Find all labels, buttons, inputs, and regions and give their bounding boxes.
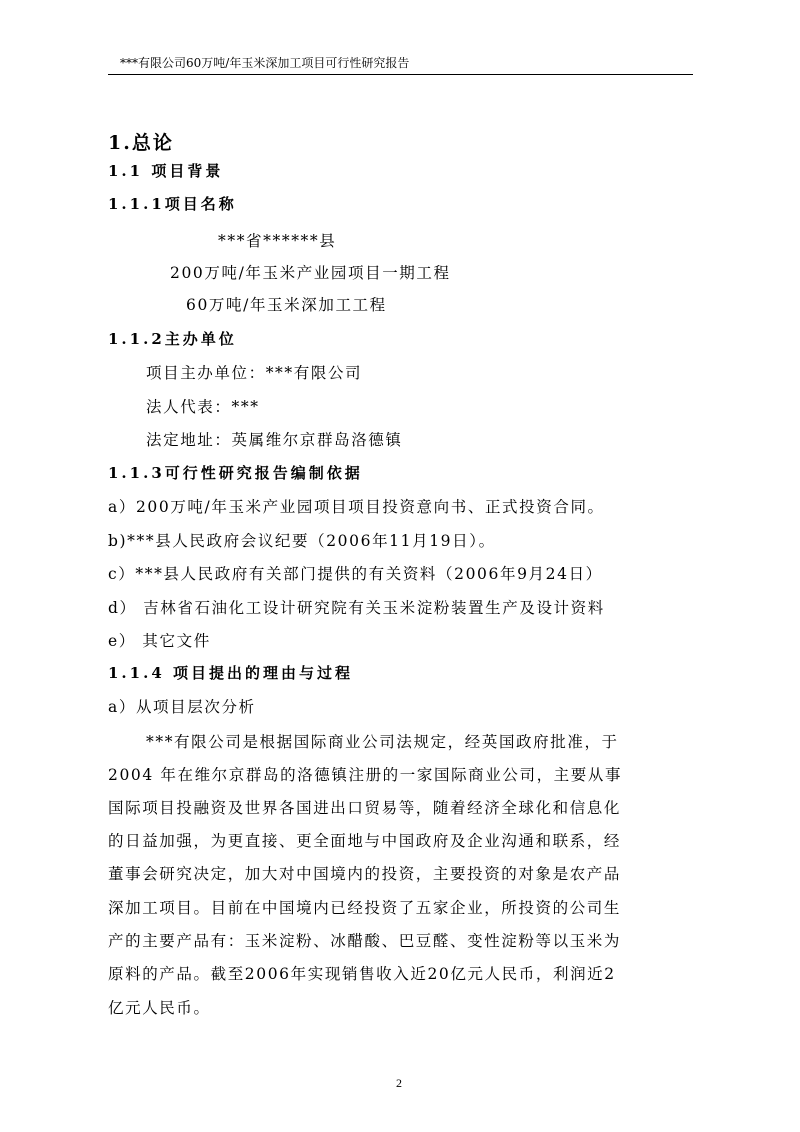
paragraph-line: 产的主要产品有：玉米淀粉、冰醋酸、巴豆醛、变性淀粉等以玉米为: [108, 932, 622, 950]
heading-1-1-4: 1.1.4 项目提出的理由与过程: [108, 664, 353, 682]
heading-1-1: 1.1 项目背景: [108, 162, 224, 180]
paragraph-line: 亿元人民币。: [108, 999, 211, 1017]
heading-1-1-1: 1.1.1项目名称: [108, 195, 237, 213]
paragraph-line: 原料的产品。截至2006年实现销售收入近20亿元人民币，利润近2: [108, 965, 616, 983]
basis-item: b)***县人民政府会议纪要（2006年11月19日）。: [108, 532, 496, 550]
paragraph-line: 2004 年在维尔京群岛的洛德镇注册的一家国际商业公司，主要从事: [108, 766, 623, 784]
project-name-line: 60万吨/年玉米深加工工程: [186, 296, 387, 314]
project-name-line: ***省******县: [218, 232, 337, 250]
page-header: [108, 52, 693, 75]
heading-1-1-3: 1.1.3可行性研究报告编制依据: [108, 464, 363, 482]
header-text: ***有限公司60万吨/年玉米深加工项目可行性研究报告: [120, 56, 410, 70]
paragraph-line: ***有限公司是根据国际商业公司法规定，经英国政府批准，于: [146, 733, 619, 751]
analysis-title: a）从项目层次分析: [108, 698, 256, 716]
basis-item: c）***县人民政府有关部门提供的有关资料（2006年9月24日）: [108, 565, 603, 583]
sponsor-line: 项目主办单位：***有限公司: [146, 364, 363, 382]
section-title: 1.总论: [108, 132, 174, 154]
basis-item: d） 吉林省石油化工设计研究院有关玉米淀粉装置生产及设计资料: [108, 599, 605, 617]
page-number: 2: [396, 1076, 402, 1090]
paragraph-line: 深加工项目。目前在中国境内已经投资了五家企业，所投资的公司生: [108, 899, 622, 917]
sponsor-line: 法定地址：英属维尔京群岛洛德镇: [146, 431, 403, 449]
heading-1-1-2: 1.1.2主办单位: [108, 330, 237, 348]
basis-item: e） 其它文件: [108, 632, 211, 650]
paragraph-line: 董事会研究决定，加大对中国境内的投资，主要投资的对象是农产品: [108, 865, 622, 883]
basis-item: a）200万吨/年玉米产业园项目项目投资意向书、正式投资合同。: [108, 498, 605, 516]
paragraph-line: 国际项目投融资及世界各国进出口贸易等，随着经济全球化和信息化: [108, 799, 622, 817]
project-name-line: 200万吨/年玉米产业园项目一期工程: [170, 264, 451, 282]
paragraph-line: 的日益加强，为更直接、更全面地与中国政府及企业沟通和联系，经: [108, 832, 622, 850]
sponsor-line: 法人代表：***: [146, 398, 260, 416]
